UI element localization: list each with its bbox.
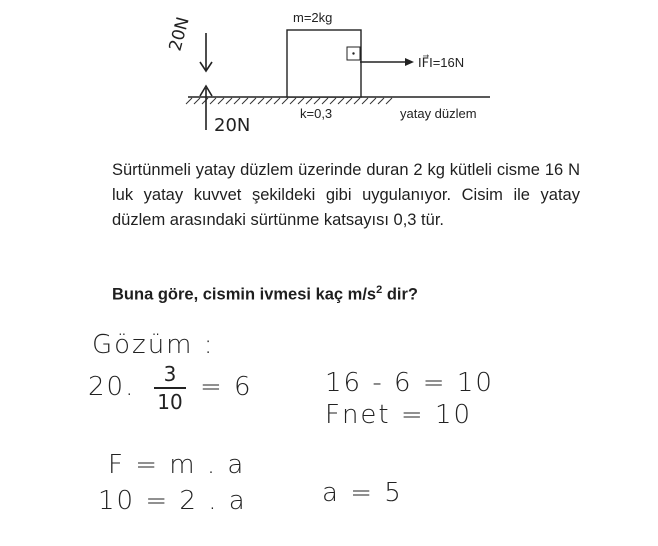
force-arrow-head — [405, 58, 414, 66]
solution-heading: Gözüm : — [92, 330, 215, 360]
normal-note: 20N — [214, 115, 251, 136]
net-force-result: Fnet = 10 — [325, 400, 473, 430]
question-exponent: 2 — [376, 284, 383, 296]
net-force-calc: 16 - 6 = 10 — [325, 368, 494, 398]
ground-hatching — [186, 98, 392, 104]
fraction-denominator: 10 — [157, 390, 183, 414]
mass-label: m=2kg — [293, 10, 333, 25]
mass-block — [287, 30, 361, 97]
friction-coefficient-label: k=0,3 — [300, 106, 333, 121]
substitution: 10 = 2 . a — [98, 486, 247, 516]
friction-calc-right: = 6 — [200, 372, 253, 402]
question-prefix: Buna göre, cismin ivmesi kaç m/s — [112, 285, 377, 304]
physics-figure — [0, 0, 658, 150]
surface-label: yatay düzlem — [400, 106, 477, 121]
question-suffix: dir? — [382, 285, 418, 304]
friction-calc-left: 20. — [88, 372, 136, 402]
fraction-numerator: 3 — [163, 362, 177, 386]
question-text — [112, 284, 582, 305]
fraction-bar — [154, 387, 186, 389]
friction-fraction — [150, 362, 190, 414]
newton-second-law: F = m . a — [108, 450, 246, 480]
force-label: IF⃗I=16N — [418, 55, 465, 70]
final-answer: a = 5 — [322, 478, 403, 508]
weight-note: 20N — [165, 14, 194, 54]
problem-text: Sürtünmeli yatay düzlem üzerinde duran 2 kg kütleli cisme 16 N luk yatay kuvvet şekildeki gibi uygulanıyor. Cisim ile yatay düzlem arasındaki sürtünme katsayısı 0,3 tür. — [112, 161, 580, 229]
